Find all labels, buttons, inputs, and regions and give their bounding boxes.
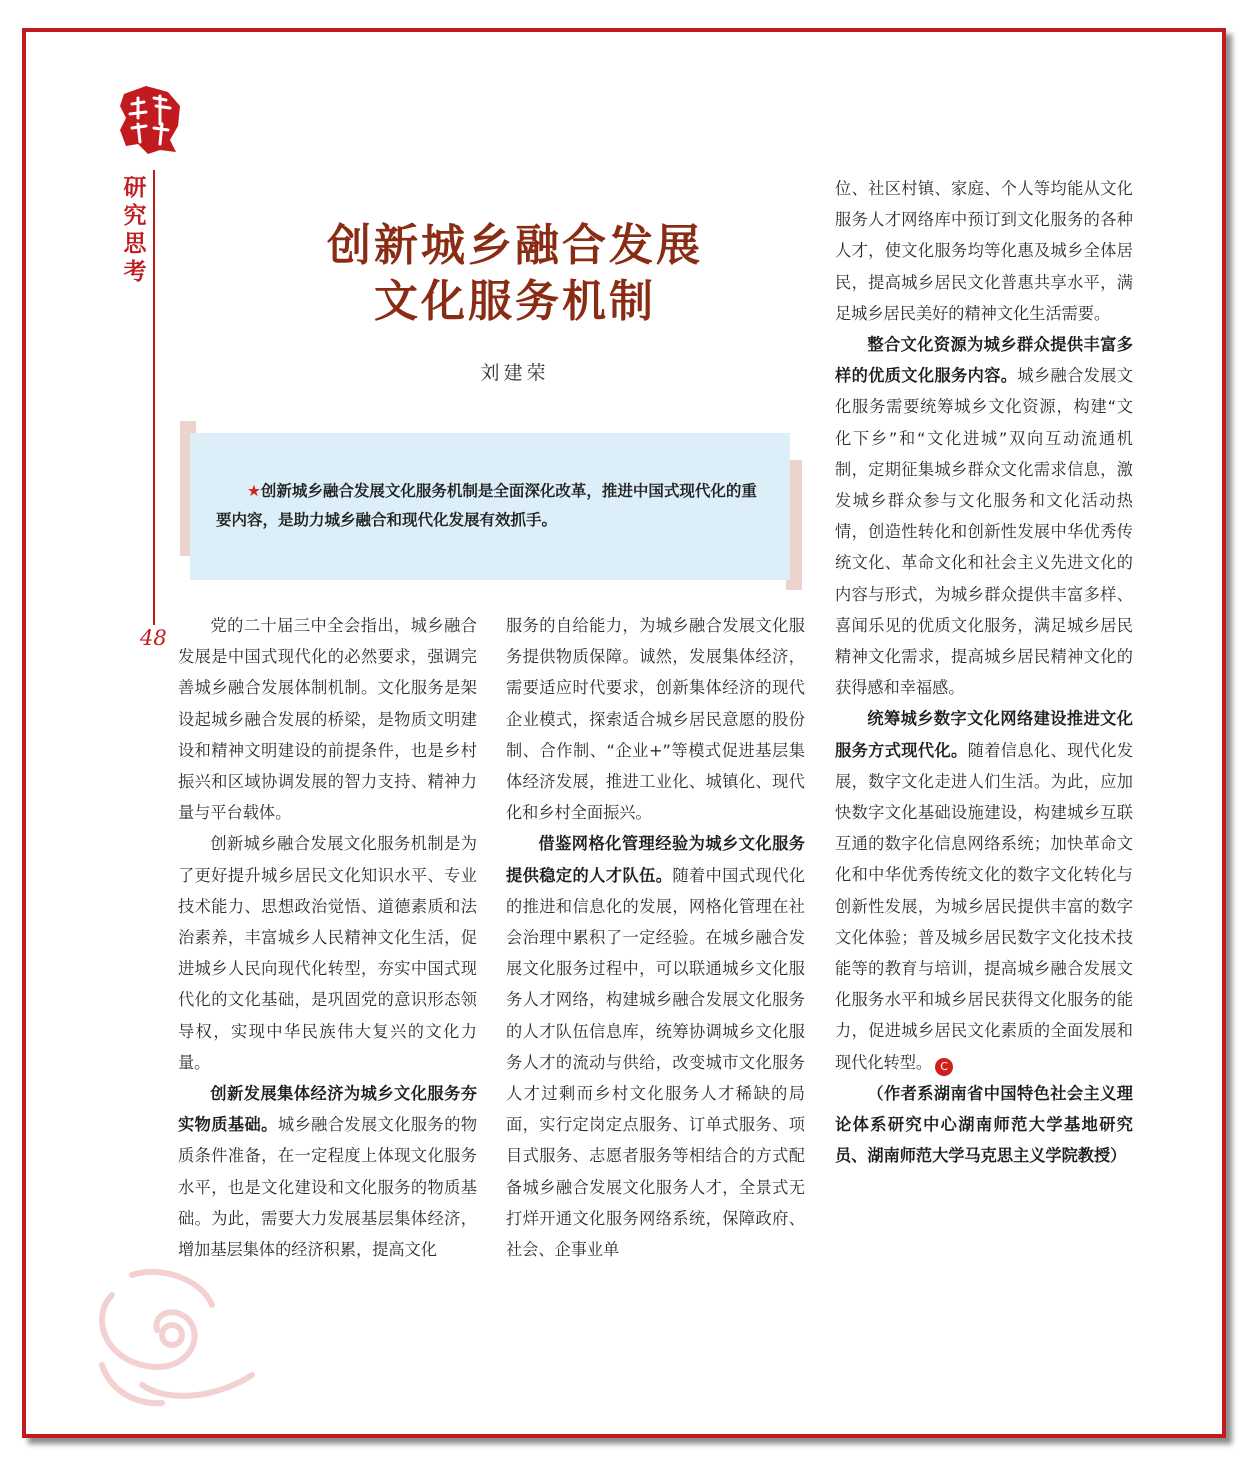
- section-divider-line: [153, 170, 155, 625]
- section-label-char: 思: [123, 231, 147, 257]
- abstract-box: [190, 433, 790, 580]
- paragraph: 服务的自给能力，为城乡融合发展文化服务提供物质保障。诚然，发展集体经济，需要适应时代要求，创新集体经济的现代企业模式，探索适合城乡居民意愿的股份制、合作制、“企业+”等模式促进基层集体经济发展，推进工业化、城镇化、现代化和乡村全面振兴。: [506, 616, 805, 823]
- author-name: 刘建荣: [480, 362, 550, 384]
- section-label-char: 研: [123, 175, 147, 201]
- paragraph-body: 随着中国式现代化的推进和信息化的发展，网格化管理在社会治理中累积了一定经验。在城乡融合发展文化服务过程中，可以联通城乡文化服务人才网络，构建城乡融合发展文化服务的人才队伍信息库，统筹协调城乡文化服务人才的流动与供给，改变城市文化服务人才过剩而乡村文化服务人才稀缺的局面，实行定岗定点服务、订单式服务、项目式服务、志愿者服务等相结合的方式配备城乡融合发展文化服务人才，全景式无打烊开通文化服务网络系统，保障政府、社会、企事业单: [506, 865, 806, 1260]
- paragraph-heading: 统筹城乡数字文化网络建设推进文化服务方式现代化。: [835, 709, 1133, 760]
- section-label-char: 究: [123, 203, 147, 229]
- paragraph-body: 城乡融合发展文化服务的物质条件准备，在一定程度上体现文化服务水平，也是文化建设和文化服务的物质基础。为此，需要大力发展基层集体经济，增加基层集体的经济积累，提高文化: [178, 1115, 478, 1260]
- paragraph: 位、社区村镇、家庭、个人等均能从文化服务人才网络库中预订到文化服务的各种人才，使文化服务均等化惠及城乡全体居民，提高城乡居民文化普惠共享水平，满足城乡居民美好的精神文化生活需要。: [835, 179, 1133, 323]
- section-label: [120, 174, 150, 286]
- paragraph: [835, 703, 1133, 1077]
- abstract-text: 创新城乡融合发展文化服务机制是全面深化改革，推进中国式现代化的重要内容，是助力城乡融合和现代化发展有效抓手。: [216, 482, 757, 529]
- title-line: 创新城乡融合发展: [327, 220, 703, 271]
- paragraph: [835, 329, 1133, 703]
- article-title: [230, 218, 800, 330]
- paragraph-heading: 创新发展集体经济为城乡文化服务夯实物质基础。: [178, 1084, 477, 1135]
- end-mark-icon: C: [935, 1058, 953, 1076]
- page-number: 48: [140, 626, 167, 650]
- phoenix-watermark-icon: [72, 1255, 272, 1415]
- paragraph-heading: 整合文化资源为城乡群众提供丰富多样的优质文化服务内容。: [835, 335, 1133, 386]
- text-column-3: [835, 173, 1133, 1172]
- paragraph: [178, 1078, 477, 1265]
- magazine-logo-icon: [116, 84, 186, 156]
- paragraph-body: 城乡融合发展文化服务需要统筹城乡文化资源，构建“文化下乡”和“文化进城”双向互动流通机制，定期征集城乡群众文化需求信息，激发城乡群众参与文化服务和文化活动热情，创造性转化和创新性发展中华优秀传统文化、革命文化和社会主义先进文化的内容与形式，为城乡群众提供丰富多样、喜闻乐见的优质文化服务，满足城乡居民精神文化需求，提高城乡居民精神文化的获得感和幸福感。: [835, 366, 1134, 698]
- star-icon: ★: [247, 482, 261, 500]
- text-column-2: [506, 610, 805, 1265]
- title-line: 文化服务机制: [374, 276, 656, 327]
- paragraph: 党的二十届三中全会指出，城乡融合发展是中国式现代化的必然要求，强调完善城乡融合发展体制机制。文化服务是架设起城乡融合发展的桥梁，是物质文明建设和精神文明建设的前提条件，也是乡村振兴和区域协调发展的智力支持、精神力量与平台载体。: [178, 616, 477, 823]
- section-label-char: 考: [123, 259, 147, 285]
- paragraph: [506, 828, 805, 1265]
- author-bio: （作者系湖南省中国特色社会主义理论体系研究中心湖南师范大学基地研究员、湖南师范大学马克思主义学院教授）: [835, 1083, 1133, 1166]
- paragraph-body: 随着信息化、现代化发展，数字文化走进人们生活。为此，应加快数字文化基础设施建设，构建城乡互联互通的数字化信息网络系统；加快革命文化和中华优秀传统文化的数字文化转化与创新性发展，为城乡居民提供丰富的数字文化体验；普及城乡居民数字文化技术技能等的教育与培训，提高城乡融合发展文化服务水平和城乡居民获得文化服务的能力，促进城乡居民文化素质的全面发展和现代化转型。: [835, 740, 1134, 1072]
- text-column-1: [178, 610, 477, 1265]
- paragraph-heading: 借鉴网格化管理经验为城乡文化服务提供稳定的人才队伍。: [506, 834, 805, 885]
- paragraph: 创新城乡融合发展文化服务机制是为了更好提升城乡居民文化知识水平、专业技术能力、思想政治觉悟、道德素质和法治素养，丰富城乡人民精神文化生活，促进城乡人民向现代化转型，夯实中国式现代化的文化基础，是巩固党的意识形态领导权，实现中华民族伟大复兴的文化力量。: [178, 834, 477, 1072]
